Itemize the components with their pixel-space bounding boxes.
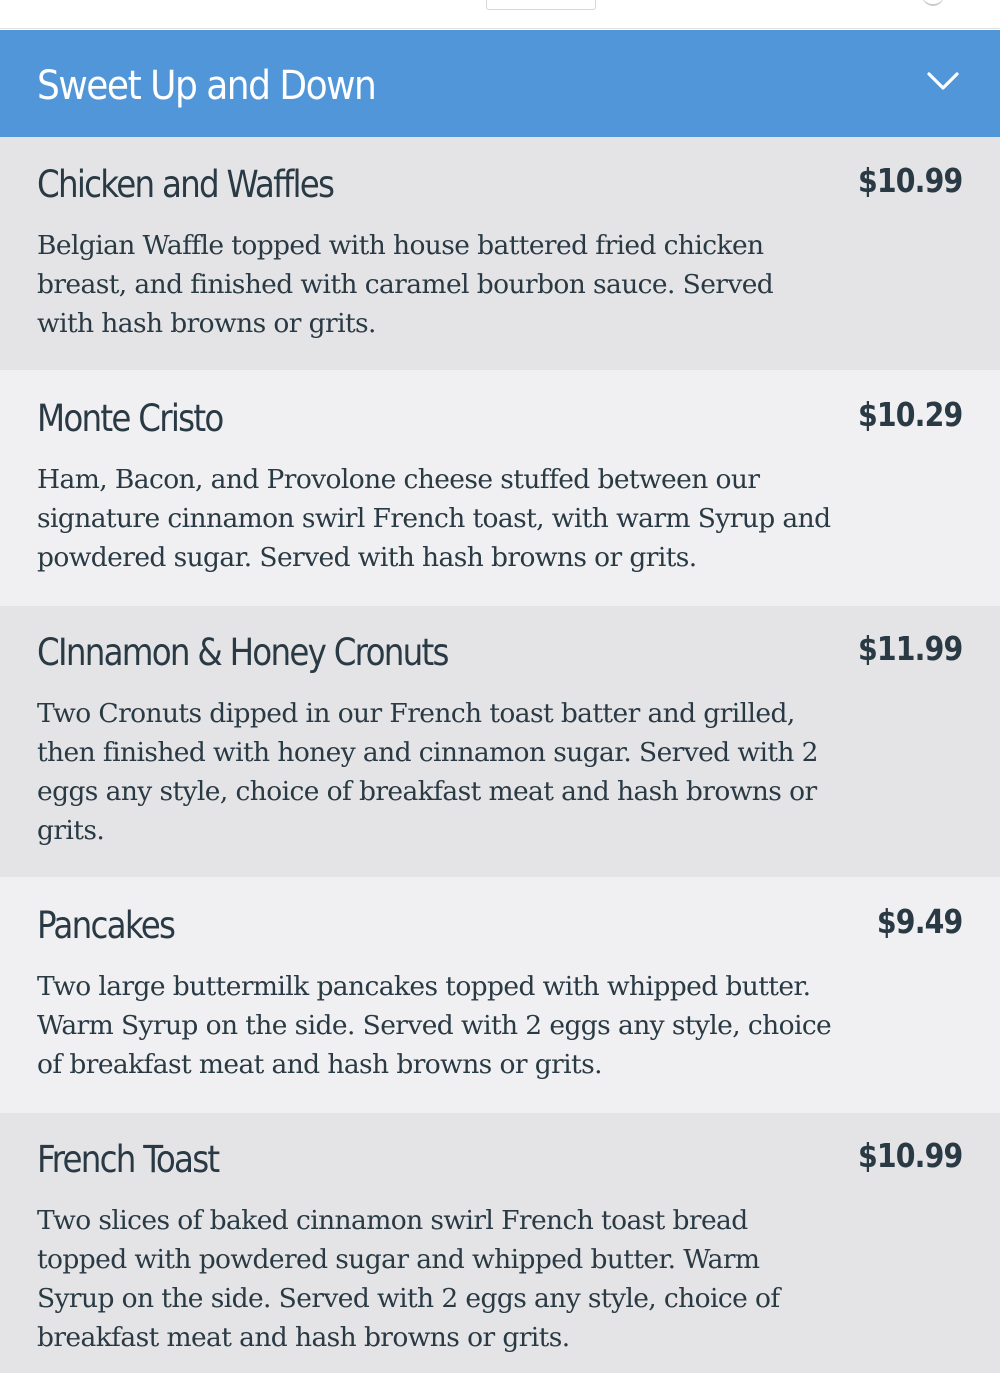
menu-item-pancakes[interactable] [0,877,1000,1113]
menu-item-price: $10.99 [857,1136,962,1175]
top-bar [0,0,1000,29]
menu-item-price: $10.29 [857,395,962,434]
menu-item-description: Two large buttermilk pancakes topped with whipped butter. Warm Syrup on the side. Served with 2 eggs any style, choice of breakfast meat and hash browns or grits. [37,971,832,1080]
menu-item-price: $9.49 [876,902,962,941]
top-right-icon[interactable] [922,0,944,6]
menu-item-name: Chicken and Waffles [37,163,334,206]
chevron-down-icon[interactable] [926,70,960,92]
menu-item-monte-cristo[interactable] [0,370,1000,606]
menu-item-name: Monte Cristo [37,397,223,440]
menu-item-name: French Toast [37,1138,219,1181]
menu-item-description: Belgian Waffle topped with house battered fried chicken breast, and finished with caramel bourbon sauce. Served with hash browns or grits. [37,230,774,339]
menu-item-description: Ham, Bacon, and Provolone cheese stuffed between our signature cinnamon swirl French toast, with warm Syrup and powdered sugar. Served with hash browns or grits. [37,464,831,573]
menu-item-price: $10.99 [857,161,962,200]
menu-item-list [0,137,1000,1373]
menu-item-name: Pancakes [37,904,175,947]
menu-item-description: Two slices of baked cinnamon swirl French toast bread topped with powdered sugar and whipped butter. Warm Syrup on the side. Served with 2 eggs any style, choice of breakfast meat and hash browns or grits. [37,1205,780,1353]
menu-item-description: Two Cronuts dipped in our French toast batter and grilled, then finished with honey and cinnamon sugar. Served with 2 eggs any style, choice of breakfast meat and hash browns or grits. [37,698,818,846]
section-header[interactable] [0,30,1000,137]
menu-item-name: CInnamon & Honey Cronuts [37,631,448,674]
section-title: Sweet Up and Down [37,63,376,109]
menu-item-price: $11.99 [857,629,962,668]
menu-item-french-toast[interactable] [0,1113,1000,1373]
top-tab[interactable] [486,0,596,10]
menu-item-cinnamon-honey-cronuts[interactable] [0,606,1000,877]
menu-item-chicken-and-waffles[interactable] [0,137,1000,370]
